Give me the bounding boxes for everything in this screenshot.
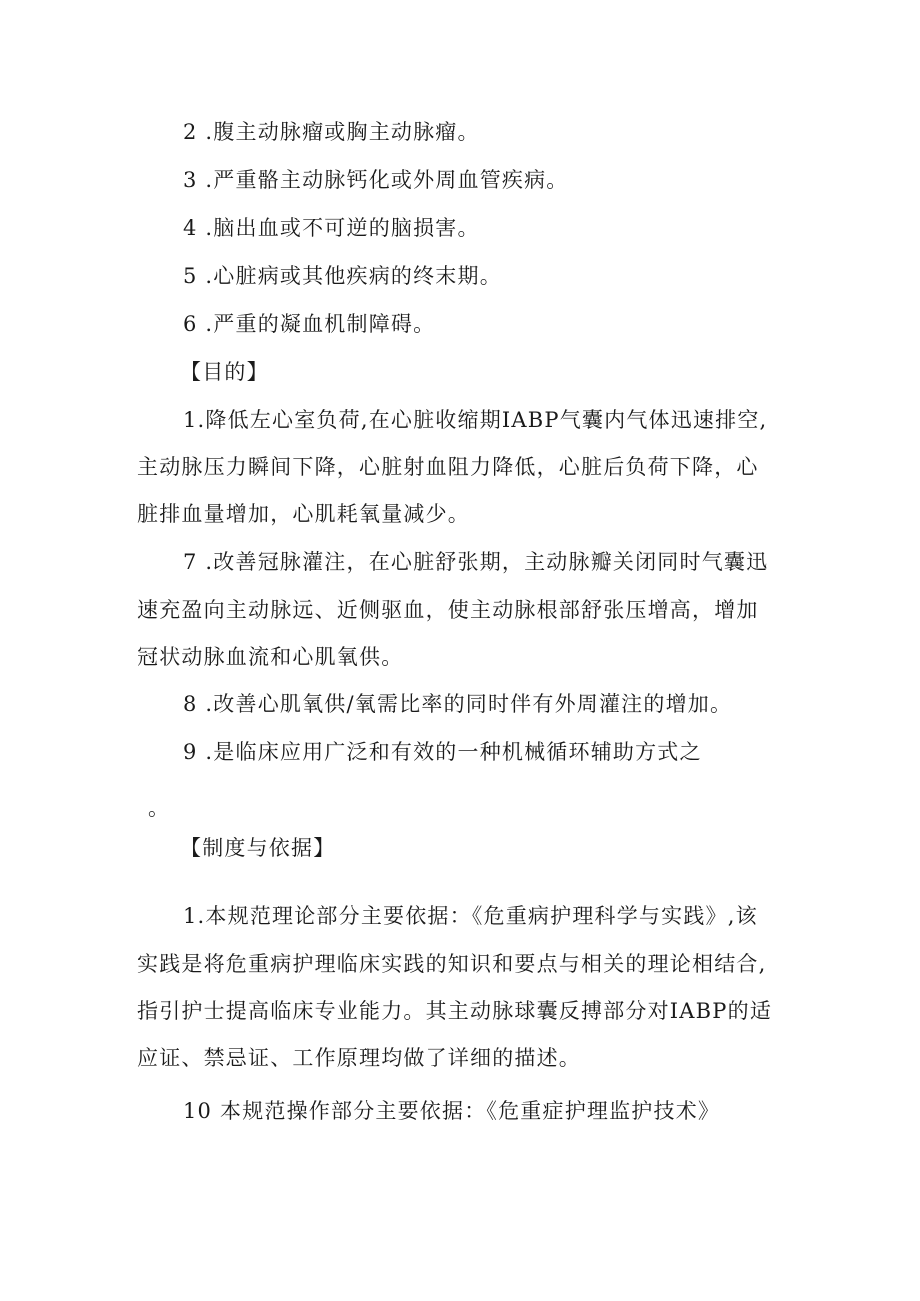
- basis-heading: 【制度与依据】: [180, 836, 336, 860]
- basis-item-10: 10 本规范操作部分主要依据：《危重症护理监护技术》: [183, 1099, 721, 1123]
- purpose-item-1-line-1: 1.降低左心室负荷,在心脏收缩期IABP气囊内气体迅速排空,: [183, 408, 768, 432]
- contraindication-item-6: 6 .严重的凝血机制障碍。: [183, 312, 436, 336]
- purpose-item-1-line-3: 脏排血量增加，心肌耗氧量减少。: [137, 502, 470, 526]
- purpose-heading: 【目的】: [180, 360, 269, 384]
- purpose-item-1-line-2: 主动脉压力瞬间下降，心脏射血阻力降低，心脏后负荷下降，心: [137, 455, 759, 479]
- contraindication-item-4: 4 .脑出血或不可逆的脑损害。: [183, 216, 480, 240]
- basis-item-1-line-1: 1.本规范理论部分主要依据：《危重病护理科学与实践》,该: [183, 904, 758, 928]
- purpose-item-7-line-2: 速充盈向主动脉远、近侧驱血，使主动脉根部舒张压增高，增加: [137, 598, 759, 622]
- contraindication-item-2: 2 .腹主动脉瘤或胸主动脉瘤。: [183, 120, 480, 144]
- basis-item-1-line-2: 实践是将危重病护理临床实践的知识和要点与相关的理论相结合,: [137, 952, 767, 976]
- contraindication-item-3: 3 .严重骼主动脉钙化或外周血管疾病。: [183, 168, 569, 192]
- purpose-item-9-line-2: 。: [148, 796, 171, 820]
- basis-item-1-line-3: 指引护士提高临床专业能力。其主动脉球囊反搏部分对IABP的适: [137, 999, 773, 1023]
- purpose-item-9-line-1: 9 .是临床应用广泛和有效的一种机械循环辅助方式之: [183, 740, 702, 764]
- purpose-item-8: 8 .改善心肌氧供/氧需比率的同时伴有外周灌注的增加。: [183, 692, 733, 716]
- basis-item-1-line-4: 应证、禁忌证、工作原理均做了详细的描述。: [137, 1046, 581, 1070]
- contraindication-item-5: 5 .心脏病或其他疾病的终末期。: [183, 264, 502, 288]
- purpose-item-7-line-3: 冠状动脉血流和心肌氧供。: [137, 645, 404, 669]
- purpose-item-7-line-1: 7 .改善冠脉灌注，在心脏舒张期，主动脉瓣关闭同时气囊迅: [183, 550, 769, 574]
